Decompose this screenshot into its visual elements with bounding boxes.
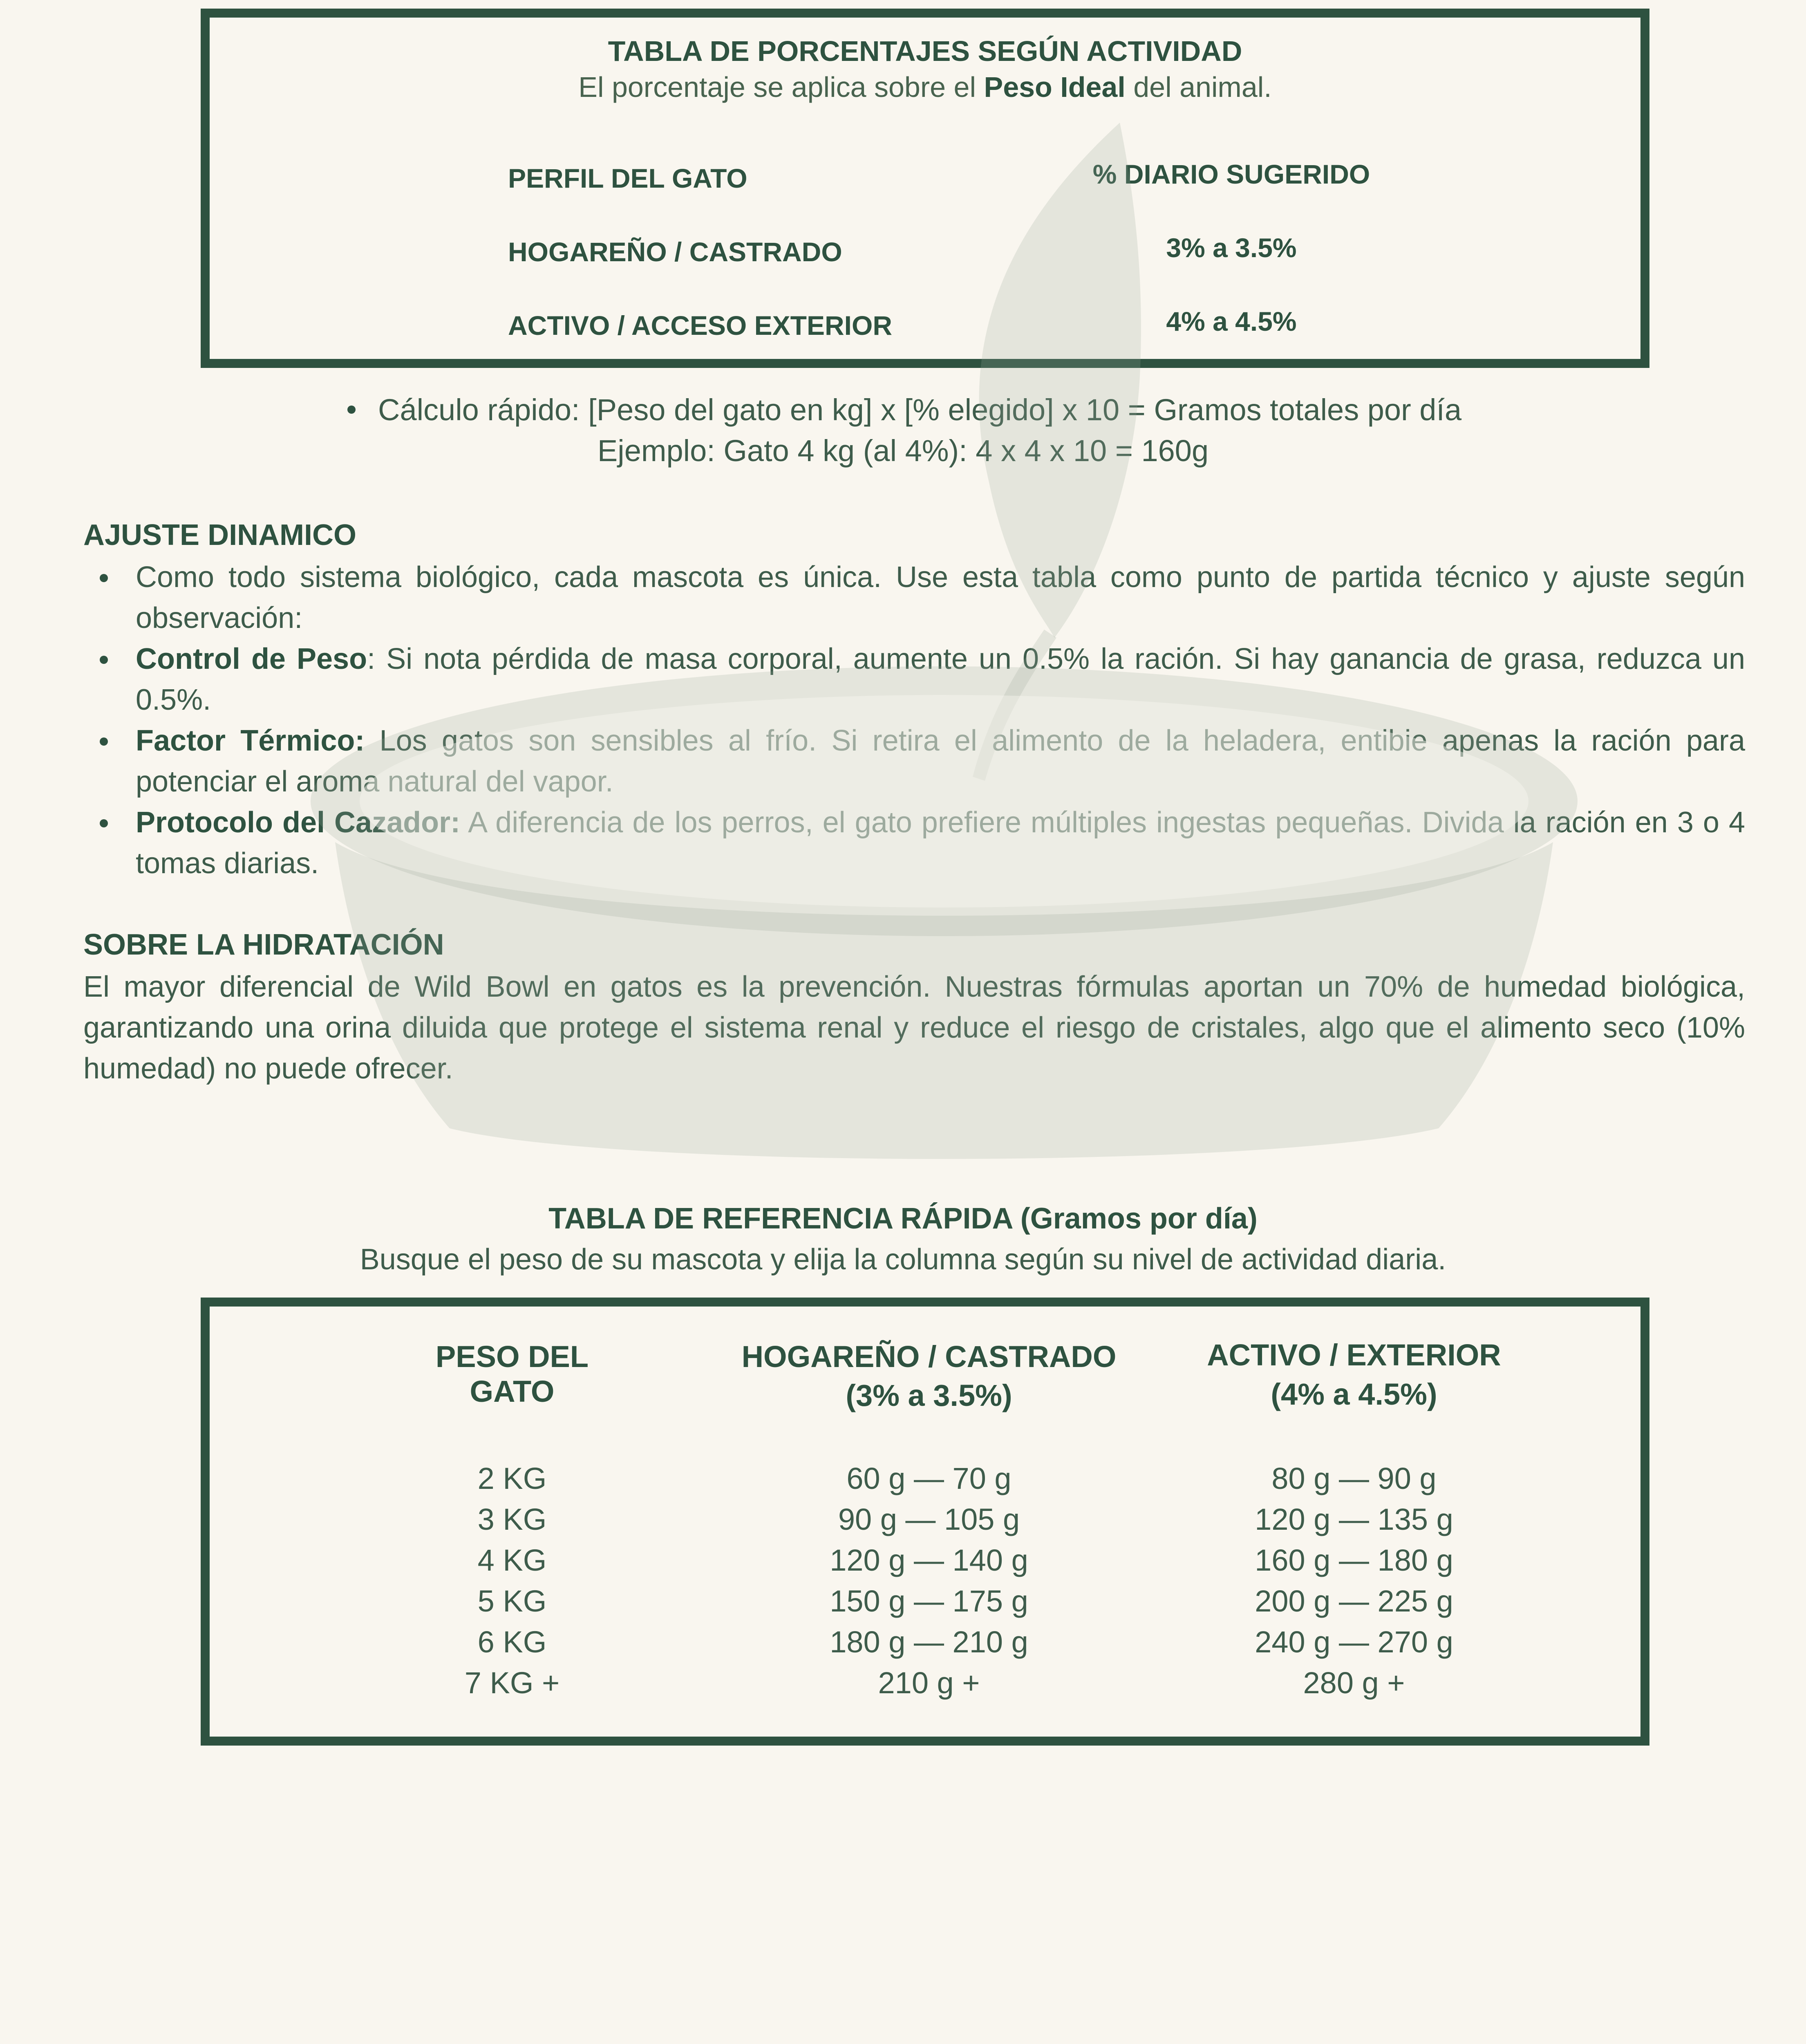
bullet-icon [100, 656, 108, 664]
cell-home: 210 g + [878, 1666, 980, 1700]
cell-active: 240 g — 270 g [1255, 1625, 1453, 1659]
subtitle-suffix: del animal. [1125, 71, 1272, 103]
header-percent: % DIARIO SUGERIDO [1092, 159, 1370, 189]
cell-home: 90 g — 105 g [838, 1502, 1020, 1536]
header-profile: PERFIL DEL GATO [508, 163, 747, 193]
quick-calc-formula [347, 392, 1614, 427]
percentage-table-subtitle [210, 71, 1640, 103]
row-percent: 3% a 3.5% [1166, 233, 1297, 263]
cell-active: 120 g — 135 g [1255, 1502, 1453, 1536]
cell-active: 160 g — 180 g [1255, 1543, 1453, 1577]
header-active-sub: (4% a 4.5%) [1271, 1377, 1437, 1411]
cell-weight: 7 KG + [464, 1666, 560, 1700]
hidratacion-text: El mayor diferencial de Wild Bowl en gatos es la prevención. Nuestras fórmulas aportan un 70% de humedad biológica, garantizando una orina diluida que protege el sistema renal y reduce el riesgo de cristales, algo que el alimento seco (10% humedad) no puede ofrecer. [83, 970, 1745, 1085]
cell-home: 120 g — 140 g [830, 1543, 1028, 1577]
cell-active: 280 g + [1303, 1666, 1405, 1700]
cell-home: 150 g — 175 g [830, 1584, 1028, 1618]
cell-weight: 3 KG [477, 1502, 547, 1536]
ajuste-item [83, 557, 1745, 639]
cell-weight: 5 KG [477, 1584, 547, 1618]
header-active: ACTIVO / EXTERIOR [1207, 1338, 1501, 1372]
item-bold: Protocolo del Cazador: [136, 806, 461, 839]
row-percent: 4% a 4.5% [1166, 306, 1297, 336]
quick-calc-example: Ejemplo: Gato 4 kg (al 4%): 4 x 4 x 10 = 160g [597, 434, 1209, 468]
ajuste-item [83, 802, 1745, 884]
reference-table-title: TABLA DE REFERENCIA RÁPIDA (Gramos por día) [548, 1202, 1258, 1235]
bullet-icon [100, 574, 108, 582]
percentage-table [201, 9, 1649, 368]
item-bold: Control de Peso [136, 643, 367, 675]
cell-weight: 2 KG [477, 1461, 547, 1495]
cell-active: 80 g — 90 g [1271, 1461, 1437, 1495]
subtitle-bold: Peso Ideal [984, 71, 1126, 103]
percentage-table-title: TABLA DE PORCENTAJES SEGÚN ACTIVIDAD [608, 35, 1242, 67]
item-bold: Factor Térmico: [136, 724, 365, 757]
row-profile: HOGAREÑO / CASTRADO [508, 237, 842, 267]
ajuste-item [83, 639, 1745, 720]
quick-calc-text: Cálculo rápido: [Peso del gato en kg] x [% elegido] x 10 = Gramos totales por día [378, 393, 1462, 427]
bullet-icon [347, 406, 356, 414]
cell-home: 180 g — 210 g [830, 1625, 1028, 1659]
item-text: : Si nota pérdida de masa corporal, aumente un 0.5% la ración. Si hay ganancia de grasa, reduzca un 0.5%. [136, 643, 1746, 716]
ajuste-item [83, 720, 1745, 802]
item-text: Como todo sistema biológico, cada mascota es única. Use esta tabla como punto de partida técnico y ajuste según observación: [136, 561, 1745, 634]
header-weight: PESO DEL GATO [435, 1340, 589, 1408]
item-text: Los gatos son sensibles al frío. Si retira el alimento de la heladera, entibie apenas la ración para potenciar el aroma natural del vapor. [136, 724, 1745, 798]
ajuste-heading: AJUSTE DINAMICO [83, 519, 357, 551]
bullet-icon [100, 737, 108, 746]
reference-table [201, 1298, 1649, 1746]
cell-weight: 4 KG [477, 1543, 547, 1577]
row-profile: ACTIVO / ACCESO EXTERIOR [508, 310, 892, 341]
bullet-icon [100, 819, 108, 827]
header-home-sub: (3% a 3.5%) [846, 1378, 1012, 1412]
hidratacion-heading: SOBRE LA HIDRATACIÓN [83, 928, 444, 961]
cell-weight: 6 KG [477, 1625, 547, 1659]
ajuste-list [83, 557, 1745, 884]
cell-home: 60 g — 70 g [846, 1461, 1012, 1495]
cell-active: 200 g — 225 g [1255, 1584, 1453, 1618]
item-text: A diferencia de los perros, el gato prefiere múltiples ingestas pequeñas. Divida la ración en 3 o 4 tomas diarias. [136, 806, 1745, 880]
reference-table-subtitle: Busque el peso de su mascota y elija la columna según su nivel de actividad diaria. [360, 1243, 1446, 1276]
subtitle-prefix: El porcentaje se aplica sobre el [578, 71, 984, 103]
header-home: HOGAREÑO / CASTRADO [741, 1340, 1117, 1374]
